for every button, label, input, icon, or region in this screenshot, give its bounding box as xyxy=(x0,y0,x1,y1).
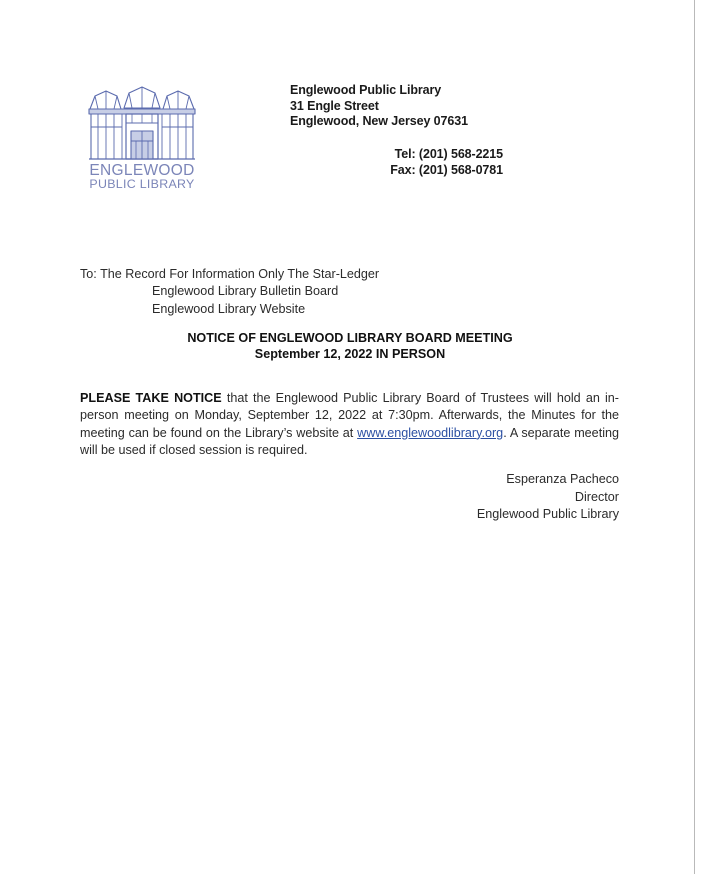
letterhead-contact xyxy=(300,147,503,178)
library-building-icon xyxy=(86,83,198,191)
distribution-line-2: Englewood Library Bulletin Board xyxy=(152,284,339,299)
body-text-after-url: . A separate meeting will be used if closed session is required. xyxy=(80,425,619,458)
fax-line: Fax: (201) 568-0781 xyxy=(390,162,503,177)
library-website-link[interactable]: www.englewoodlibrary.org xyxy=(357,425,504,440)
notice-body-paragraph xyxy=(80,390,619,460)
distribution-line-3: Englewood Library Website xyxy=(152,301,306,316)
logo-wordmark-line1: ENGLEWOOD xyxy=(89,162,195,179)
body-lead-in: PLEASE TAKE NOTICE xyxy=(80,390,222,405)
address-line-organization: Englewood Public Library xyxy=(290,83,442,97)
englewood-public-library-logo xyxy=(86,83,198,191)
distribution-line-1: To: The Record For Information Only The Star-Ledger xyxy=(80,267,380,281)
letterhead xyxy=(0,0,694,215)
signature-role: Director xyxy=(574,489,619,504)
notice-title xyxy=(80,331,620,362)
notice-title-line-2: September 12, 2022 IN PERSON xyxy=(254,346,446,361)
signature-block xyxy=(280,471,619,524)
distribution-list xyxy=(80,266,379,318)
signature-name: Esperanza Pacheco xyxy=(506,472,619,486)
address-line-street: 31 Engle Street xyxy=(290,98,379,113)
body-text-before-url: that the Englewood Public Library Board of Trustees will hold an in-person meeting on Monday, September 12, 2022 at 7:30pm. Afterwards, the Minutes for the meeting can be found on the Library’s website at xyxy=(80,390,619,440)
address-line-city-state-zip: Englewood, New Jersey 07631 xyxy=(290,114,468,129)
telephone-line: Tel: (201) 568-2215 xyxy=(394,147,503,161)
signature-organization: Englewood Public Library xyxy=(476,507,619,522)
notice-title-line-1: NOTICE OF ENGLEWOOD LIBRARY BOARD MEETING xyxy=(187,331,513,345)
page-edge-line xyxy=(694,0,695,874)
letterhead-address xyxy=(290,83,468,130)
logo-wordmark-line2: PUBLIC LIBRARY xyxy=(89,177,195,191)
